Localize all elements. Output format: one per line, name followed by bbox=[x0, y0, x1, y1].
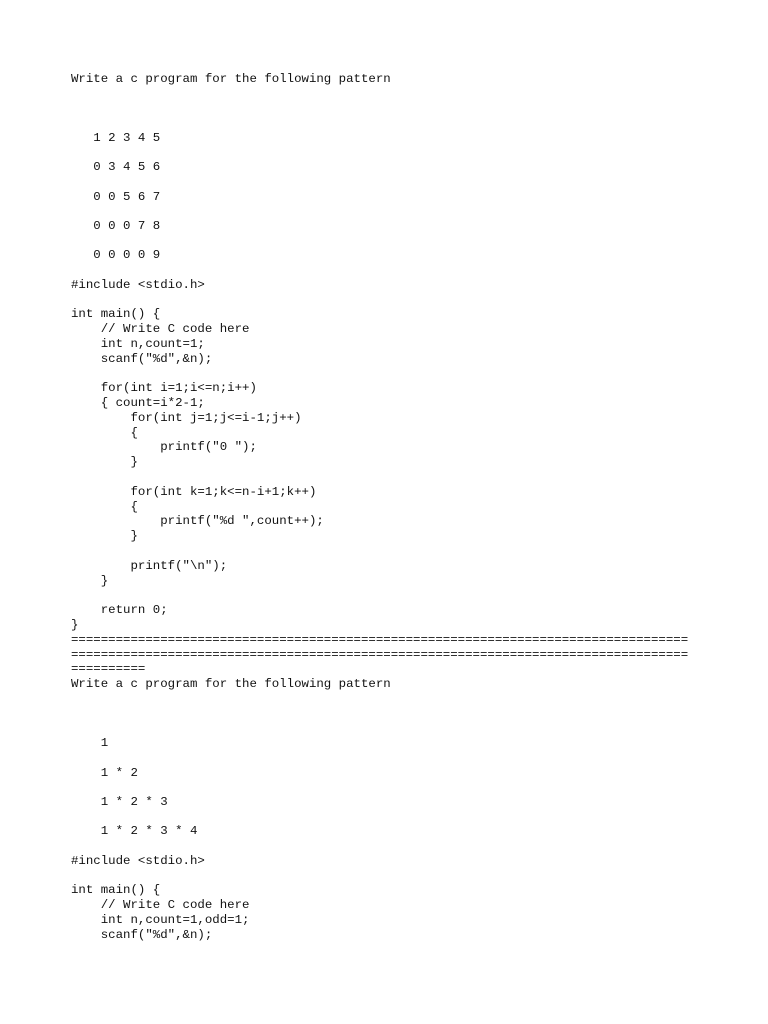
code-line: { bbox=[71, 499, 138, 514]
code-line bbox=[71, 470, 731, 485]
separator bbox=[71, 633, 731, 677]
code-line: // Write C code here bbox=[71, 897, 250, 912]
code-line: int main() { bbox=[71, 307, 161, 322]
code-line: { bbox=[71, 425, 138, 440]
section2-title: Write a c program for the following pattern bbox=[71, 677, 391, 692]
code-line: printf("\n"); bbox=[71, 558, 228, 573]
code-line: } bbox=[71, 618, 79, 632]
blank-line bbox=[71, 87, 731, 102]
code-line bbox=[71, 868, 731, 883]
code-line: printf("%d ",count++); bbox=[71, 514, 324, 529]
code-line: } bbox=[71, 455, 138, 470]
pattern-row: 1 * 2 * 3 bbox=[71, 794, 168, 809]
section1-pattern bbox=[71, 131, 731, 263]
code-line: int main() { bbox=[71, 883, 161, 898]
code-line bbox=[71, 588, 731, 603]
blank-line bbox=[71, 116, 731, 131]
code-line: } bbox=[71, 573, 109, 588]
separator-line: ========== bbox=[71, 662, 146, 677]
code-line: int n,count=1,odd=1; bbox=[71, 912, 250, 927]
separator-line: =================================================================================== bbox=[71, 647, 689, 662]
code-line bbox=[71, 366, 731, 381]
code-line: scanf("%d",&n); bbox=[71, 927, 213, 942]
code-line: for(int j=1;j<=i-1;j++) bbox=[71, 410, 302, 425]
pattern-row: 1 2 3 4 5 bbox=[71, 131, 161, 146]
separator-line: =================================================================================== bbox=[71, 632, 689, 647]
code-line bbox=[71, 292, 731, 307]
pattern-row: 1 * 2 * 3 * 4 bbox=[71, 824, 198, 839]
pattern-row: 1 * 2 bbox=[71, 765, 138, 780]
code-line: printf("0 "); bbox=[71, 440, 257, 455]
section1-title: Write a c program for the following pattern bbox=[71, 72, 391, 86]
section1-code bbox=[71, 278, 731, 633]
blank-line bbox=[71, 692, 731, 707]
pattern-row: 0 3 4 5 6 bbox=[71, 160, 161, 175]
code-line bbox=[71, 544, 731, 559]
section2-pattern bbox=[71, 736, 731, 839]
code-line: scanf("%d",&n); bbox=[71, 351, 213, 366]
blank-line bbox=[71, 722, 731, 737]
document-page bbox=[71, 72, 731, 942]
section2-code bbox=[71, 854, 731, 943]
blank-line bbox=[71, 102, 731, 117]
code-line: for(int i=1;i<=n;i++) bbox=[71, 381, 257, 396]
code-line: int n,count=1; bbox=[71, 336, 205, 351]
code-line: #include <stdio.h> bbox=[71, 853, 205, 868]
code-line: // Write C code here bbox=[71, 322, 250, 337]
pattern-row: 1 bbox=[71, 736, 109, 751]
code-line: return 0; bbox=[71, 603, 168, 618]
code-line: for(int k=1;k<=n-i+1;k++) bbox=[71, 484, 317, 499]
pattern-row: 0 0 5 6 7 bbox=[71, 189, 161, 204]
pattern-row: 0 0 0 7 8 bbox=[71, 219, 161, 234]
code-line: } bbox=[71, 529, 138, 544]
blank-line bbox=[71, 707, 731, 722]
code-line: { count=i*2-1; bbox=[71, 396, 205, 411]
pattern-row: 0 0 0 0 9 bbox=[71, 248, 161, 263]
code-line: #include <stdio.h> bbox=[71, 277, 205, 292]
